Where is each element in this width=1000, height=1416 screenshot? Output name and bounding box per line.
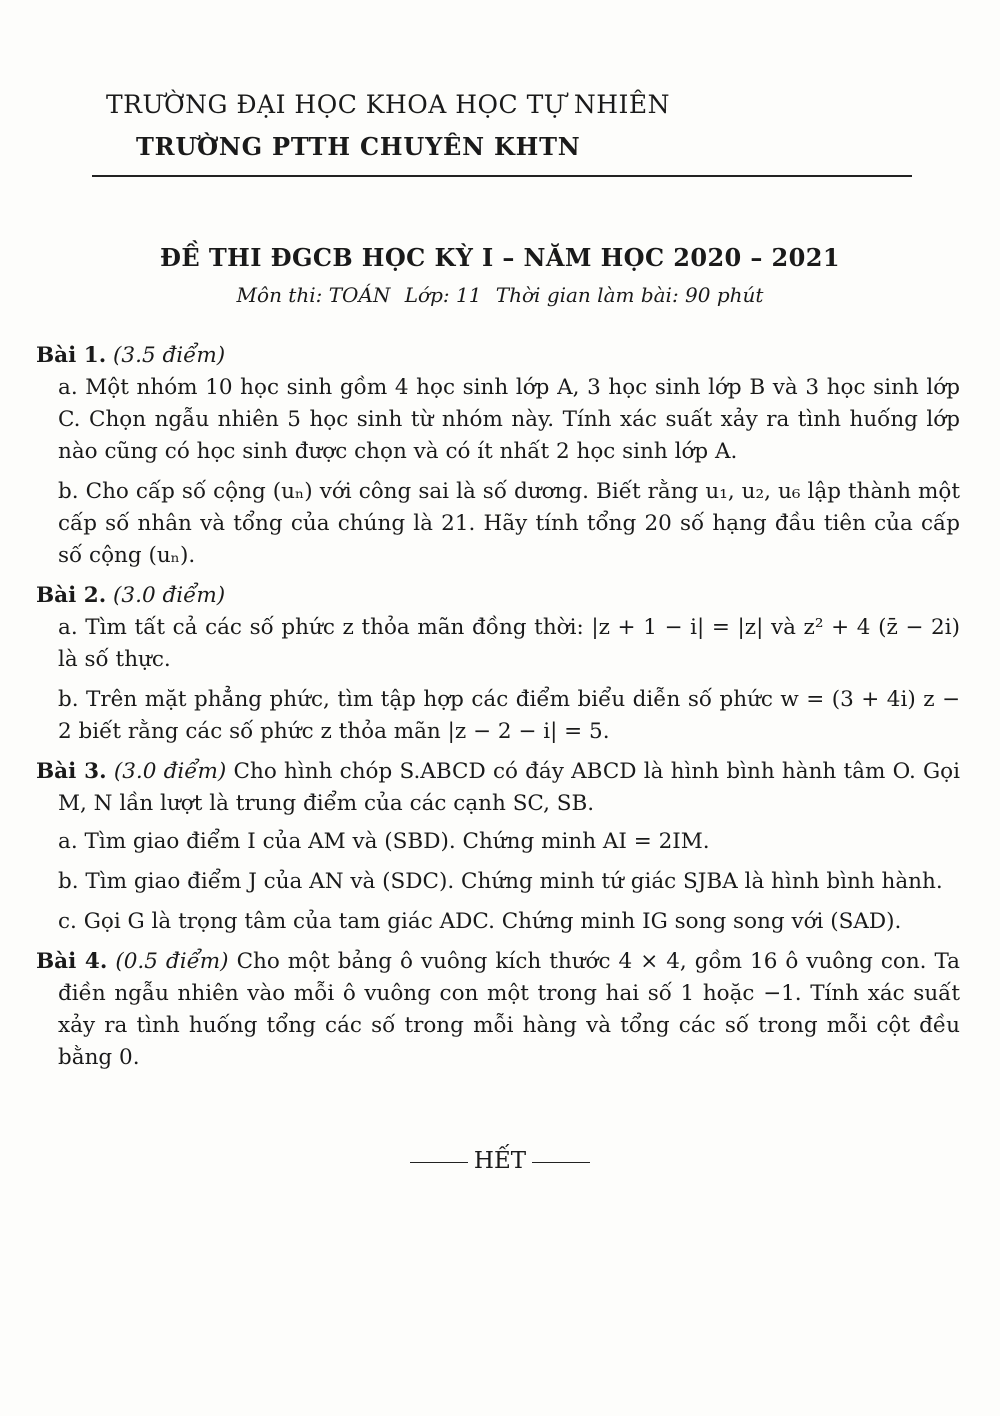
problem-points: (0.5 điểm)	[115, 949, 229, 974]
problem-3	[36, 756, 960, 938]
problem-part: a. Tìm giao điểm I của AM và (SBD). Chứng minh AI = 2IM.	[58, 829, 710, 854]
problem-label: Bài 2.	[36, 583, 107, 608]
problem-1	[36, 340, 960, 572]
problem-part: b. Trên mặt phẳng phức, tìm tập hợp các điểm biểu diễn số phức w = (3 + 4i) z − 2 biết rằng các số phức z thỏa mãn |z − 2 − i| = 5.	[58, 687, 960, 744]
exam-grade: Lớp: 11	[404, 283, 482, 307]
problem-4	[36, 946, 960, 1074]
exam-duration: Thời gian làm bài: 90 phút	[495, 283, 764, 307]
header-divider	[92, 175, 912, 177]
problem-intro: Cho một bảng ô vuông kích thước 4 × 4, gồm 16 ô vuông con. Ta điền ngẫu nhiên vào mỗi ô vuông con một trong hai số 1 hoặc −1. Tính xác suất xảy ra tình huống tổng các số trong mỗi hàng và tổng các số trong mỗi cột đều bằng 0.	[58, 949, 960, 1070]
problem-list	[36, 340, 960, 1080]
exam-subject: Môn thi: TOÁN	[236, 283, 391, 307]
problem-part: b. Tìm giao điểm J của AN và (SDC). Chứng minh tứ giác SJBA là hình bình hành.	[58, 869, 943, 894]
problem-points: (3.0 điểm)	[113, 583, 226, 608]
university-name: TRƯỜNG ĐẠI HỌC KHOA HỌC TỰ NHIÊN	[106, 90, 670, 119]
problem-label: Bài 4.	[36, 949, 108, 974]
problem-2	[36, 580, 960, 748]
end-text: HẾT	[473, 1148, 527, 1174]
problem-intro: Cho hình chóp S.ABCD có đáy ABCD là hình bình hành tâm O. Gọi M, N lần lượt là trung điểm của các cạnh SC, SB.	[58, 759, 960, 816]
problem-part: a. Một nhóm 10 học sinh gồm 4 học sinh lớp A, 3 học sinh lớp B và 3 học sinh lớp C. Chọn ngẫu nhiên 5 học sinh từ nhóm này. Tính xác suất xảy ra tình huống lớp nào cũng có học sinh được chọn và có ít nhất 2 học sinh lớp A.	[58, 375, 960, 464]
end-dash-right	[532, 1162, 590, 1163]
problem-part: c. Gọi G là trọng tâm của tam giác ADC. Chứng minh IG song song với (SAD).	[58, 909, 902, 934]
problem-label: Bài 1.	[36, 343, 107, 368]
school-name: TRƯỜNG PTTH CHUYÊN KHTN	[136, 132, 581, 161]
problem-part: a. Tìm tất cả các số phức z thỏa mãn đồng thời: |z + 1 − i| = |z| và z² + 4 (z̄ − 2i) là số thực.	[58, 615, 960, 672]
end-marker	[0, 1148, 1000, 1174]
problem-label: Bài 3.	[36, 759, 107, 784]
problem-part: b. Cho cấp số cộng (uₙ) với công sai là số dương. Biết rằng u₁, u₂, u₆ lập thành một cấp số nhân và tổng của chúng là 21. Hãy tính tổng 20 số hạng đầu tiên của cấp số cộng (uₙ).	[58, 479, 960, 568]
problem-points: (3.5 điểm)	[113, 343, 226, 368]
exam-info	[0, 283, 1000, 307]
end-dash-left	[410, 1162, 468, 1163]
exam-title: ĐỀ THI ĐGCB HỌC KỲ I – NĂM HỌC 2020 – 2021	[160, 243, 840, 272]
problem-points: (3.0 điểm)	[113, 759, 227, 784]
